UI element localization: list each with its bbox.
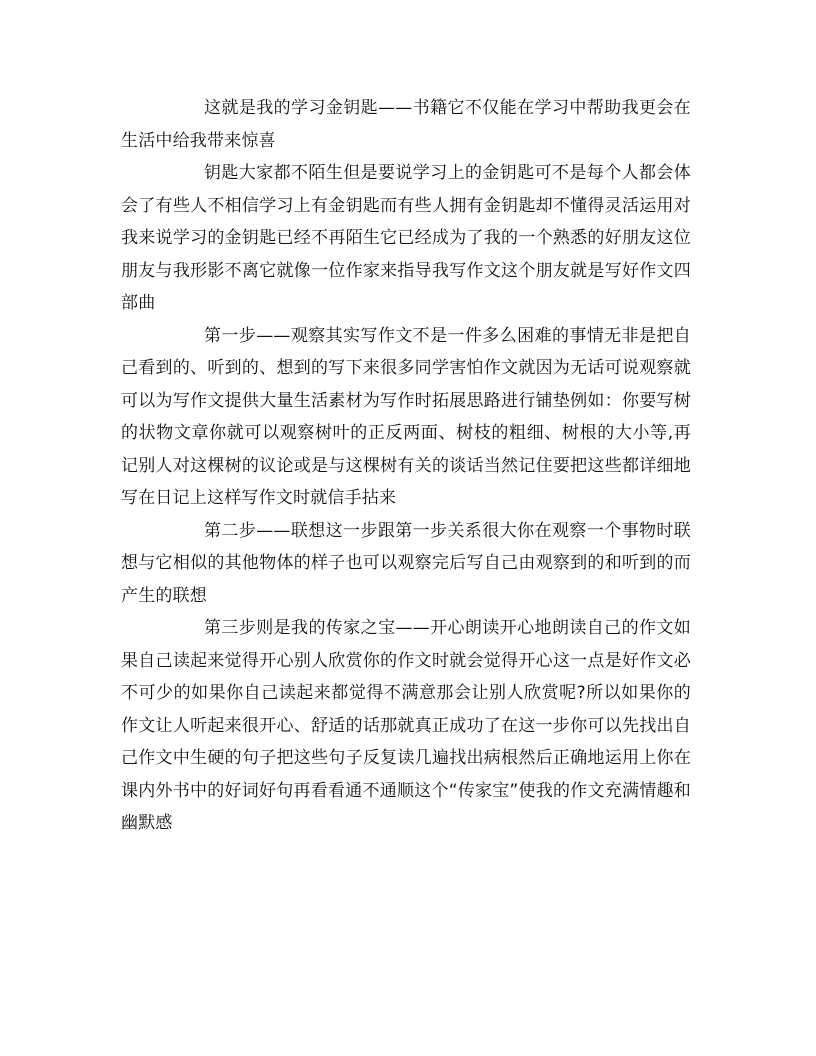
document-body: [121, 92, 691, 840]
paragraph-step-three: 第三步则是我的传家之宝——开心朗读开心地朗读自己的作文如果自己读起来觉得开心别人欣赏你的作文时就会觉得开心这一点是好作文必不可少的如果你自己读起来都觉得不满意那会让别人欣赏呢?所以如果你的作文让人听起来很开心、舒适的话那就真正成功了在这一步你可以先找出自己作文中生硬的句子把这些句子反复读几遍找出病根然后正确地运用上你在课内外书中的好词好句再看看通不通顺这个“传家宝”使我的作文充满情趣和幽默感: [121, 618, 691, 833]
paragraph-step-one: 第一步——观察其实写作文不是一件多么困难的事情无非是把自己看到的、听到的、想到的写下来很多同学害怕作文就因为无话可说观察就可以为写作文提供大量生活素材为写作时拓展思路进行铺垫例如：你要写树的状物文章你就可以观察树叶的正反两面、树枝的粗细、树根的大小等,再记别人对这棵树的议论或是与这棵树有关的谈话当然记住要把这些都详细地写在日记上这样写作文时就信手拈来: [121, 325, 691, 508]
paragraph-step-two: 第二步——联想这一步跟第一步关系很大你在观察一个事物时联想与它相似的其他物体的样子也可以观察完后写自己由观察到的和听到的而产生的联想: [121, 520, 691, 606]
paragraph-intro: 这就是我的学习金钥匙——书籍它不仅能在学习中帮助我更会在生活中给我带来惊喜: [121, 98, 691, 151]
paragraph-golden-key: 钥匙大家都不陌生但是要说学习上的金钥匙可不是每个人都会体会了有些人不相信学习上有金钥匙而有些人拥有金钥匙却不懂得灵活运用对我来说学习的金钥匙已经不再陌生它已经成为了我的一个熟悉的好朋友这位朋友与我形影不离它就像一位作家来指导我写作文这个朋友就是写好作文四部曲: [121, 163, 691, 313]
